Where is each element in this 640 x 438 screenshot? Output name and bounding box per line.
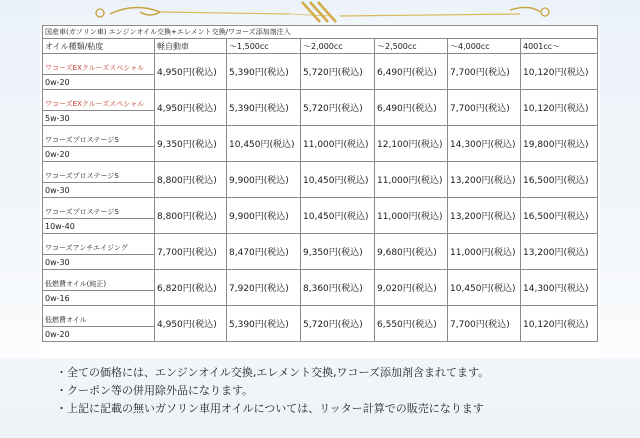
oil-grade: 0w-20 <box>43 147 155 162</box>
price-cell: 5,390円(税込) <box>227 54 301 90</box>
price-cell: 16,500円(税込) <box>521 198 598 234</box>
price-cell: 10,120円(税込) <box>521 306 598 342</box>
table-row <box>43 54 598 75</box>
price-cell: 5,720円(税込) <box>301 306 375 342</box>
note-item: ・上記に記載の無いガソリン車用オイルについては、リッター計算での販売になります <box>56 402 484 415</box>
price-cell: 6,820円(税込) <box>155 270 227 306</box>
oil-name: 低燃費オイル <box>43 306 155 327</box>
table-row <box>43 306 598 327</box>
price-cell: 5,720円(税込) <box>301 90 375 126</box>
oil-name: ワコーズEXクルーズスペシャル <box>43 90 155 111</box>
price-cell: 13,200円(税込) <box>448 198 521 234</box>
oil-name: ワコーズプロステージS <box>43 162 155 183</box>
price-cell: 9,020円(税込) <box>375 270 448 306</box>
price-cell: 14,300円(税込) <box>521 270 598 306</box>
price-cell: 10,450円(税込) <box>301 198 375 234</box>
table-row <box>43 162 598 183</box>
oil-grade: 0w-20 <box>43 75 155 90</box>
oil-grade: 0w-20 <box>43 327 155 342</box>
oil-grade: 0w-16 <box>43 291 155 306</box>
note-item: ・クーポン等の併用除外品になります。 <box>56 384 254 397</box>
price-cell: 12,100円(税込) <box>375 126 448 162</box>
notes <box>56 364 616 418</box>
header-oil-type: オイル種類/粘度 <box>43 39 155 54</box>
price-cell: 11,000円(税込) <box>375 198 448 234</box>
price-cell: 7,920円(税込) <box>227 270 301 306</box>
price-cell: 10,120円(税込) <box>521 90 598 126</box>
table-row <box>43 90 598 111</box>
price-cell: 8,800円(税込) <box>155 198 227 234</box>
table-header-row <box>43 39 598 54</box>
price-cell: 5,720円(税込) <box>301 54 375 90</box>
oil-name: 低燃費オイル(純正) <box>43 270 155 291</box>
header-4001: 4001cc～ <box>521 39 598 54</box>
price-cell: 8,800円(税込) <box>155 162 227 198</box>
price-cell: 7,700円(税込) <box>155 234 227 270</box>
price-cell: 10,450円(税込) <box>227 126 301 162</box>
price-cell: 14,300円(税込) <box>448 126 521 162</box>
price-cell: 10,120円(税込) <box>521 54 598 90</box>
price-cell: 6,490円(税込) <box>375 90 448 126</box>
price-cell: 13,200円(税込) <box>448 162 521 198</box>
table-row <box>43 234 598 255</box>
price-cell: 13,200円(税込) <box>521 234 598 270</box>
price-cell: 9,900円(税込) <box>227 162 301 198</box>
price-cell: 10,450円(税込) <box>301 162 375 198</box>
price-cell: 9,350円(税込) <box>301 234 375 270</box>
oil-grade: 10w-40 <box>43 219 155 234</box>
header-2500: ～2,500cc <box>375 39 448 54</box>
table-row <box>43 270 598 291</box>
price-cell: 4,950円(税込) <box>155 306 227 342</box>
price-cell: 4,950円(税込) <box>155 54 227 90</box>
price-cell: 6,550円(税込) <box>375 306 448 342</box>
oil-name: ワコーズアンチエイジング <box>43 234 155 255</box>
price-cell: 8,360円(税込) <box>301 270 375 306</box>
table-title: 国産車(ガソリン車) エンジンオイル交換+エレメント交換/ワコーズ添加剤注入 <box>43 26 598 39</box>
header-1500: ～1,500cc <box>227 39 301 54</box>
price-cell: 5,390円(税込) <box>227 306 301 342</box>
price-cell: 19,800円(税込) <box>521 126 598 162</box>
price-cell: 4,950円(税込) <box>155 90 227 126</box>
oil-name: ワコーズプロステージS <box>43 126 155 147</box>
price-cell: 9,680円(税込) <box>375 234 448 270</box>
oil-name: ワコーズEXクルーズスペシャル <box>43 54 155 75</box>
price-cell: 9,350円(税込) <box>155 126 227 162</box>
price-cell: 7,700円(税込) <box>448 90 521 126</box>
price-cell: 8,470円(税込) <box>227 234 301 270</box>
price-table <box>42 25 598 342</box>
header-4000: ～4,000cc <box>448 39 521 54</box>
price-cell: 5,390円(税込) <box>227 90 301 126</box>
price-cell: 16,500円(税込) <box>521 162 598 198</box>
table-row <box>43 126 598 147</box>
price-cell: 9,900円(税込) <box>227 198 301 234</box>
price-cell: 7,700円(税込) <box>448 54 521 90</box>
price-cell: 10,450円(税込) <box>448 270 521 306</box>
price-cell: 7,700円(税込) <box>448 306 521 342</box>
table-row <box>43 198 598 219</box>
note-item: ・全ての価格には、エンジンオイル交換,エレメント交換,ワコーズ添加剤含まれてます。 <box>56 366 490 379</box>
oil-name: ワコーズプロステージS <box>43 198 155 219</box>
oil-grade: 0w-30 <box>43 183 155 198</box>
price-cell: 6,490円(税込) <box>375 54 448 90</box>
price-cell: 11,000円(税込) <box>375 162 448 198</box>
price-cell: 11,000円(税込) <box>301 126 375 162</box>
header-2000: ～2,000cc <box>301 39 375 54</box>
header-kei: 軽自動車 <box>155 39 227 54</box>
oil-grade: 0w-30 <box>43 255 155 270</box>
price-cell: 11,000円(税込) <box>448 234 521 270</box>
oil-grade: 5w-30 <box>43 111 155 126</box>
